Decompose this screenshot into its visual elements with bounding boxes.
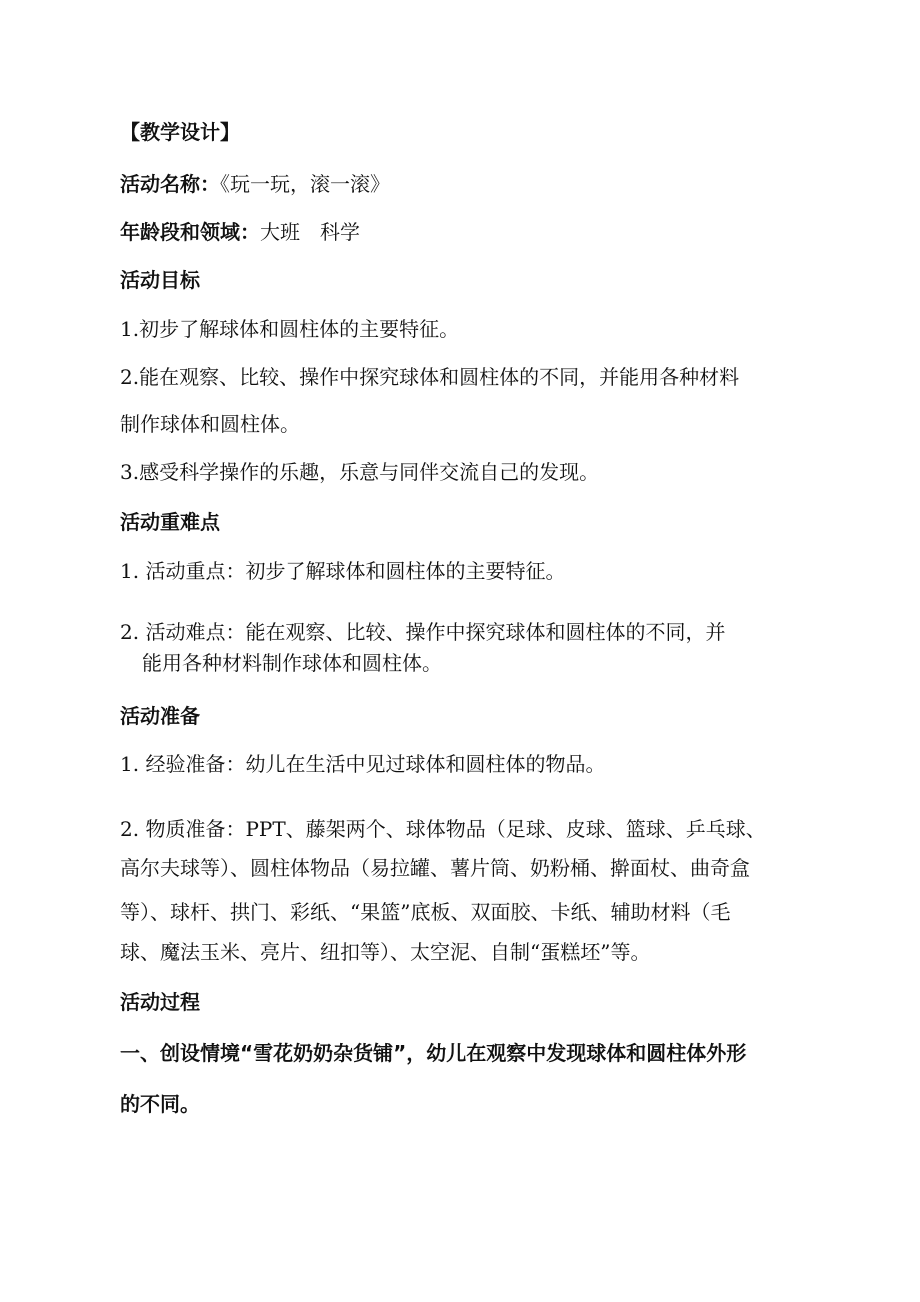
key-point-item: 1. 活动重点：初步了解球体和圆柱体的主要特征。 [120, 559, 566, 583]
goal-item: 2.能在观察、比较、操作中探究球体和圆柱体的不同，并能用各种材料 [120, 365, 740, 389]
activity-name-value: 《玩一玩，滚一滚》 [220, 172, 390, 196]
goal-item: 1.初步了解球体和圆柱体的主要特征。 [120, 317, 460, 341]
preparation-item: 高尔夫球等）、圆柱体物品（易拉罐、薯片筒、奶粉桶、擀面杖、曲奇盒 [120, 856, 750, 880]
goals-heading: 活动目标 [120, 268, 200, 292]
key-points-heading: 活动重难点 [120, 510, 220, 534]
preparation-item: 2. 物质准备：PPT、藤架两个、球体物品（足球、皮球、篮球、乒乓球、 [120, 817, 766, 841]
goal-item: 3.感受科学操作的乐趣，乐意与同伴交流自己的发现。 [120, 460, 600, 484]
preparation-item: 球、魔法玉米、亮片、纽扣等）、太空泥、自制“蛋糕坯”等。 [120, 940, 651, 964]
preparation-item: 1. 经验准备：幼儿在生活中见过球体和圆柱体的物品。 [120, 752, 606, 776]
age-domain-label: 年龄段和领域： [120, 220, 260, 244]
activity-name-row [120, 170, 390, 198]
age-domain-row [120, 218, 360, 246]
activity-name-label: 活动名称： [120, 172, 220, 196]
preparation-item: 等）、球杆、拱门、彩纸、“果篮”底板、双面胶、卡纸、辅助材料（毛 [120, 900, 731, 924]
process-step-1: 一、创设情境“雪花奶奶杂货铺”，幼儿在观察中发现球体和圆柱体外形 [120, 1041, 747, 1065]
preparation-heading: 活动准备 [120, 704, 200, 728]
key-point-item: 能用各种材料制作球体和圆柱体。 [142, 651, 442, 675]
section-title: 【教学设计】 [120, 120, 240, 144]
goal-item: 制作球体和圆柱体。 [120, 412, 300, 436]
key-point-item: 2. 活动难点：能在观察、比较、操作中探究球体和圆柱体的不同，并 [120, 620, 726, 644]
process-heading: 活动过程 [120, 990, 200, 1014]
process-step-1-cont: 的不同。 [120, 1092, 200, 1116]
age-domain-value: 大班 科学 [260, 220, 360, 244]
